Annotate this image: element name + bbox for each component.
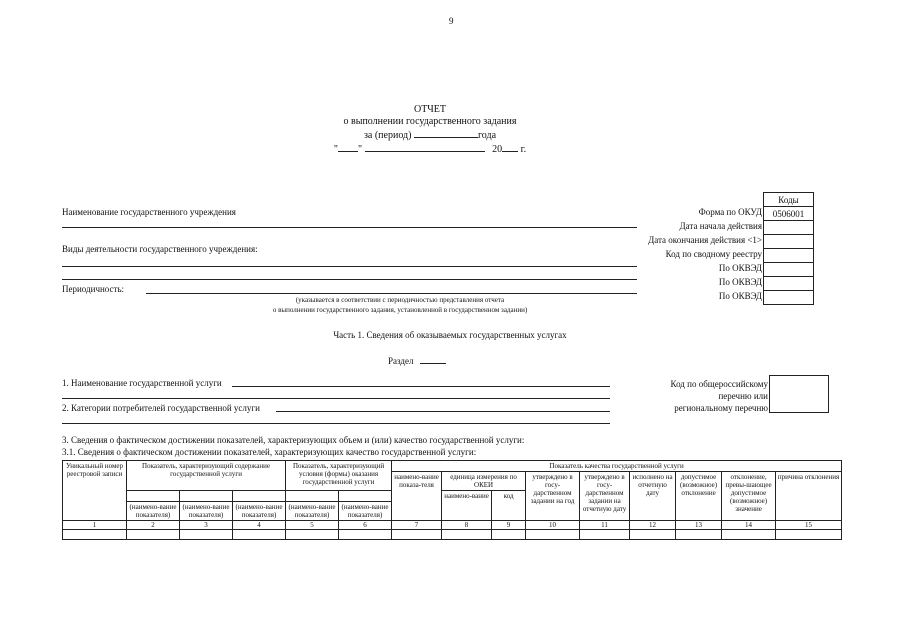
sub-name-2: (наимено-вание показателя) [127,502,180,521]
okved-cell-2[interactable] [764,277,814,291]
col-num: 6 [339,521,392,530]
col-num: 14 [722,521,776,530]
title-line2: о выполнении государственного задания [343,116,517,127]
periodicity-note: (указывается в соответствии с периодичностью представления отчета о выполнении государственного задания, установленной в государственном задании) [272,296,528,314]
end-date-cell[interactable] [764,235,814,249]
col-num: 7 [392,521,442,530]
okved-label-3: По ОКВЭД [718,291,762,301]
part1-heading: Часть 1. Сведения об оказываемых государственных услугах [333,330,567,340]
codes-header: Коды [764,193,814,207]
item3-text: 3. Сведения о фактическом достижении показателей, характеризующих объем и (или) качество государственной услуги: [62,435,525,445]
col-unit-code: код [492,491,526,521]
title-line1: ОТЧЕТ [413,104,447,115]
allrussian-code-label: Код по общероссийскому перечню или региональному перечню [670,379,768,413]
col-num: 12 [630,521,676,530]
service-name-line-2[interactable] [62,398,610,399]
col-indicator-name: наимено-вание показа-теля [392,472,442,521]
sub-condition-blank-1 [286,491,339,502]
sub-name-6: (наимено-вание показателя) [339,502,392,521]
registry-cell[interactable] [764,249,814,263]
item31-text: 3.1. Сведения о фактическом достижении показателей, характеризующих качество государственной услуги: [62,447,477,457]
service-name-label: 1. Наименование государственной услуги [62,378,222,388]
okved-cell-3[interactable] [764,291,814,305]
day-blank[interactable] [338,142,358,152]
start-date-cell[interactable] [764,221,814,235]
periodicity-line[interactable] [146,293,637,294]
col-num: 11 [580,521,630,530]
sub-name-3: (наимено-вание показателя) [180,502,233,521]
col-registry-no: Уникальный номер реестровой записи [63,461,127,521]
column-numbers-row [63,521,842,530]
col-num: 5 [286,521,339,530]
col-num: 2 [127,521,180,530]
report-title [300,104,560,156]
col-num: 15 [776,521,842,530]
okved-label-2: По ОКВЭД [718,277,762,287]
section-label: Раздел [388,354,446,366]
col-unit-name: наимено-вание [442,491,492,521]
sub-content-blank-1 [127,491,180,502]
okved-cell-1[interactable] [764,263,814,277]
service-name-line[interactable] [232,386,610,387]
okud-value: 0506001 [764,207,814,221]
col-num: 9 [492,521,526,530]
end-label: Дата окончания действия <1> [648,235,762,245]
institution-name-label: Наименование государственного учреждения [62,207,236,217]
col-condition-indicator: Показатель, характеризующий условия (формы) оказания государственной услуги [286,461,392,491]
institution-name-line[interactable] [62,227,637,228]
col-approved-year: утверждено в госу-дарственном задании на год [526,472,580,521]
col-quality-indicator: Показатель качества государственной услуги [392,461,842,472]
okved-label-1: По ОКВЭД [718,263,762,273]
page-number: 9 [449,16,454,26]
section-blank[interactable] [420,354,446,364]
start-label: Дата начала действия [679,221,762,231]
sub-condition-blank-2 [339,491,392,502]
title-date: " " 20 г. [333,144,527,155]
activities-line-2[interactable] [62,279,637,280]
col-num: 4 [233,521,286,530]
col-exceeding-deviation: отклонение, превы-шающее допустимое (возможное) значение [722,472,776,521]
activities-line-1[interactable] [62,266,637,267]
title-period: за (период) года [363,130,497,141]
col-unit-okei: единица измерения по ОКЕИ [442,472,526,491]
okud-label: Форма по ОКУД [698,207,762,217]
col-allowed-deviation: допустимое (возможное) отклонение [676,472,722,521]
year-blank[interactable] [502,142,518,152]
periodicity-label: Периодичность: [62,284,125,294]
col-approved-date: утверждено в госу-дарственном задании на отчетную дату [580,472,630,521]
quality-table [62,460,842,540]
consumers-label: 2. Категории потребителей государственной услуги [62,403,260,413]
period-blank[interactable] [414,128,478,138]
col-content-indicator: Показатель, характеризующий содержание государственной услуги [127,461,286,491]
col-num: 8 [442,521,492,530]
activities-label: Виды деятельности государственного учреждения: [62,244,258,254]
sub-content-blank-2 [180,491,233,502]
codes-table [763,192,814,305]
consumers-line-2[interactable] [62,423,610,424]
table-row[interactable] [63,530,842,540]
col-num: 1 [63,521,127,530]
col-num: 13 [676,521,722,530]
registry-label: Код по сводному реестру [665,249,762,259]
sub-name-5: (наимено-вание показателя) [286,502,339,521]
sub-name-4: (наимено-вание показателя) [233,502,286,521]
month-blank[interactable] [365,142,485,152]
sub-content-blank-3 [233,491,286,502]
col-num: 10 [526,521,580,530]
col-reason: причина отклонения [776,472,842,521]
consumers-line[interactable] [276,411,610,412]
col-num: 3 [180,521,233,530]
col-executed: исполнено на отчетную дату [630,472,676,521]
allrussian-code-box[interactable] [769,375,829,413]
